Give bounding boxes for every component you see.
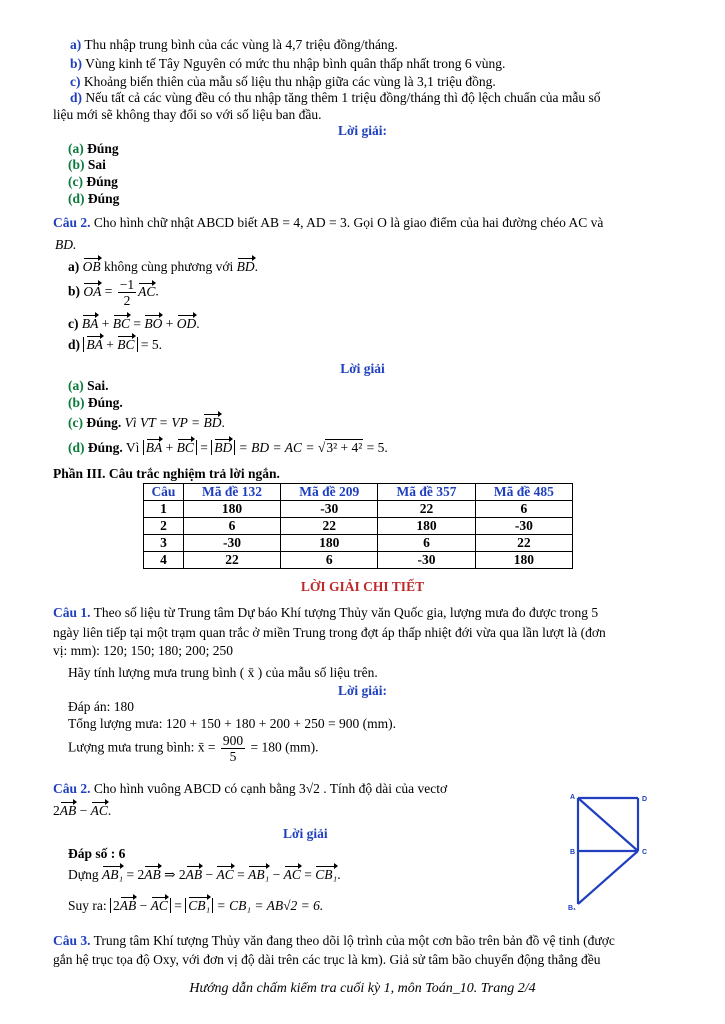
table-row: [144, 518, 573, 535]
s1-line3: vị: mm): 120; 150; 180; 200; 250: [53, 643, 234, 658]
q2-answer-d: (d) Đúng. Vì BA + BC = BD = BD = AC = √3² + 4² = 5.: [68, 440, 388, 455]
s1-total: Tổng lượng mưa: 120 + 150 + 180 + 200 + 250 = 900 (mm).: [68, 716, 396, 731]
statement-b: [70, 55, 505, 72]
s1-mean-fraction: $\frac{900}{5}$: [222, 733, 244, 764]
s2-conclude: Suy ra: 2AB − AC = CB₁ = CB₁ = AB√2 = 6.: [68, 898, 324, 913]
table-cell: -30: [281, 501, 378, 518]
table-header: Câu: [144, 484, 184, 501]
q2-statement: [53, 214, 603, 231]
s3-line1: Câu 3. Trung tâm Khí tượng Thủy văn đang theo dõi lộ trình của một cơn bão trên bản đồ vệ tinh (được: [53, 933, 615, 948]
label-a: a): [70, 37, 82, 52]
table-cell: 22: [281, 518, 378, 535]
point-label-b: B: [570, 849, 576, 856]
q2-text: Cho hình chữ nhật ABCD biết AB = 4, AD = 3. Gọi O là giao điểm của hai đường chéo AC và: [93, 215, 604, 230]
point-label-a: A: [570, 794, 576, 801]
statement-d: [70, 89, 600, 106]
square-figure: [562, 788, 662, 913]
table-cell: 4: [144, 552, 184, 569]
s3-label: Câu 3.: [53, 933, 91, 948]
s2-statement: Câu 2. Cho hình vuông ABCD có cạnh bằng 3√2 . Tính độ dài của vectơ: [53, 781, 448, 796]
table-cell: 180: [475, 552, 572, 569]
s2-construct: Dựng AB₁ = 2AB ⇒ 2AB − AC = AB₁ − AC = CB₁.: [68, 867, 341, 882]
q2-item-d: d) BA + BC = 5.: [68, 337, 163, 352]
table-row: [144, 552, 573, 569]
table-cell: 6: [281, 552, 378, 569]
solution-title-s1: Lời giải:: [337, 683, 388, 698]
q2-item-a: a) OB không cùng phương với BD.: [68, 259, 258, 274]
solution-title-s2: Lời giải: [283, 826, 328, 841]
part3-title: Phần III. Câu trắc nghiệm trả lời ngắn.: [53, 466, 280, 481]
table-cell: 6: [475, 501, 572, 518]
statement-c: [70, 73, 496, 90]
segment-cb1: [578, 851, 638, 904]
table-cell: 22: [183, 552, 280, 569]
solution-title-1: Lời giải:: [337, 123, 388, 138]
answer-table: [143, 483, 573, 569]
statement-d-cont: liệu mới sẽ không thay đổi so với số liệu ban đầu.: [53, 107, 322, 122]
table-cell: 2: [144, 518, 184, 535]
table-cell: 1: [144, 501, 184, 518]
s2-answer: Đáp số : 6: [68, 846, 126, 861]
statement-c-text: Khoảng biến thiên của mẫu số liệu thu nhập giữa các vùng là 3,1 triệu đồng.: [83, 74, 496, 89]
point-label-d: D: [642, 796, 648, 803]
s2-cont: 2AB − AC.: [53, 803, 112, 818]
s1-label: Câu 1.: [53, 605, 91, 620]
q2-item-b: b) OA = $\frac{-1}{2}$ AC.: [68, 277, 159, 308]
statement-d-text: Nếu tất cả các vùng đều có thu nhập tăng thêm 1 triệu đồng/tháng thì độ lệch chuẩn của mẫu số: [85, 90, 601, 105]
table-cell: -30: [378, 552, 475, 569]
label-b: b): [70, 56, 83, 71]
q2-answer-c: (c) Đúng. Vì VT = VP = BD.: [68, 415, 225, 430]
statement-a: [70, 36, 398, 53]
solution-title-2: Lời giải: [340, 361, 385, 376]
table-cell: 6: [378, 535, 475, 552]
answer-c: (c) Đúng: [68, 174, 118, 189]
page-footer: Hướng dẫn chấm kiểm tra cuối kỳ 1, môn Toán_10. Trang 2/4: [189, 981, 536, 996]
table-header: Mã đề 209: [281, 484, 378, 501]
q2-answer-a: (a) Sai.: [68, 378, 109, 393]
q2-item-c: c) BA + BC = BO + OD.: [68, 316, 200, 331]
statement-a-text: Thu nhập trung bình của các vùng là 4,7 triệu đồng/tháng.: [84, 37, 398, 52]
table-cell: 22: [475, 535, 572, 552]
table-header-row: [144, 484, 573, 501]
q2-answer-b: (b) Đúng.: [68, 395, 123, 410]
answer-a: (a) Đúng: [68, 141, 119, 156]
table-row: [144, 535, 573, 552]
table-cell: 22: [378, 501, 475, 518]
s1-answer: Đáp án: 180: [68, 699, 134, 714]
table-header: Mã đề 132: [183, 484, 280, 501]
q2-cont: BD.: [55, 237, 77, 252]
table-cell: 180: [378, 518, 475, 535]
q2-label: Câu 2.: [53, 215, 91, 230]
table-cell: 180: [281, 535, 378, 552]
table-cell: 3: [144, 535, 184, 552]
point-label-b1: B₁: [568, 905, 576, 912]
answer-b: (b) Sai: [68, 157, 106, 172]
s1-mean: Lượng mưa trung bình: x̄ = $\frac{900}{5}$ = 180 (mm).: [68, 733, 319, 764]
detail-title: LỜI GIẢI CHI TIẾT: [300, 579, 425, 594]
statement-b-text: Vùng kinh tế Tây Nguyên có mức thu nhập bình quân thấp nhất trong 6 vùng.: [85, 56, 506, 71]
q2-b-fraction: $\frac{-1}{2}$: [119, 277, 135, 308]
table-row: [144, 501, 573, 518]
table-cell: -30: [183, 535, 280, 552]
point-label-c: C: [642, 849, 648, 856]
s2-label: Câu 2.: [53, 781, 91, 796]
table-header: Mã đề 485: [475, 484, 572, 501]
s3-line2: gắn hệ trục tọa độ Oxy, với đơn vị độ dài trên các trục là km). Giả sử tâm bão chuyển động thẳng đều: [53, 952, 601, 967]
table-cell: -30: [475, 518, 572, 535]
s1-line1: Câu 1. Theo số liệu từ Trung tâm Dự báo Khí tượng Thủy văn Quốc gia, lượng mưa đo được trong 5: [53, 605, 599, 620]
figure-lines: [578, 798, 638, 904]
label-d: d): [70, 90, 83, 105]
s1-line4: Hãy tính lượng mưa trung bình ( x̄ ) của mẫu số liệu trên.: [68, 665, 378, 680]
answer-d: (d) Đúng: [68, 191, 120, 206]
diagonal-ac: [578, 798, 638, 851]
table-cell: 180: [183, 501, 280, 518]
s1-line2: ngày liên tiếp tại một trạm quan trắc ở miền Trung trong đợt áp thấp nhiệt đới vừa qua lần lượt là (đơn: [53, 625, 606, 640]
table-cell: 6: [183, 518, 280, 535]
label-c: c): [70, 74, 81, 89]
table-header: Mã đề 357: [378, 484, 475, 501]
